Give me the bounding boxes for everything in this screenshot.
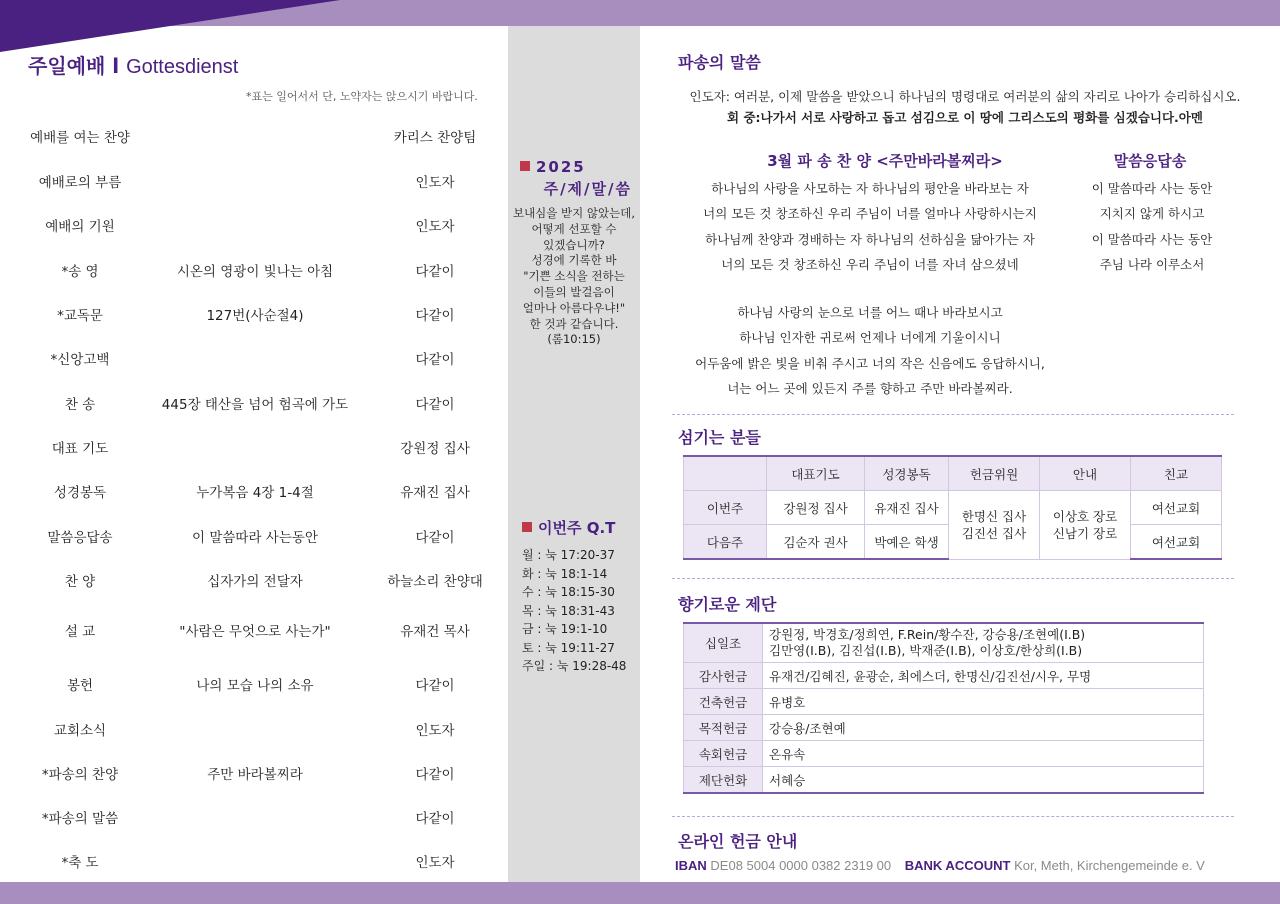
leader-line: 인도자: 여러분, 이제 말씀을 받았으니 하나님의 명령대로 여러분의 삶의 자리로 나아가 승리하십시오.	[689, 89, 1241, 104]
order-leader: 유재건 목사	[400, 624, 470, 640]
order-leader: 다같이	[415, 264, 455, 280]
ushers-cell	[1040, 491, 1131, 560]
table-cell: 여선교회	[1131, 525, 1222, 560]
order-leader: 강원정 집사	[400, 441, 470, 457]
middle-column	[508, 26, 640, 882]
usher: 신남기 장로	[1052, 525, 1118, 541]
lyric-line: 이 말씀따라 사는 동안	[1091, 181, 1213, 196]
lyric-line: 너의 모든 것 창조하신 우리 주님이 너를 자녀 삼으셨네	[721, 256, 1019, 272]
offering-type: 감사헌금	[684, 663, 763, 689]
lyric-line: 하나님 사랑의 눈으로 너를 어느 때나 바라보시고	[737, 305, 1003, 320]
names-line: 서혜승	[769, 772, 806, 788]
table-cell: 김순자 권사	[767, 525, 865, 560]
offering-type: 십일조	[684, 623, 763, 663]
order-item: *송 영	[61, 264, 99, 280]
order-detail: 시온의 영광이 빛나는 아침	[176, 264, 334, 280]
title-german: Gottesdienst	[126, 56, 239, 78]
theme-line: 성경에 기록한 바	[531, 253, 617, 268]
offering-names	[763, 767, 1204, 794]
lyric-line: 하나님의 사랑을 사모하는 자 하나님의 평안을 바라보는 자	[711, 181, 1029, 196]
table-row	[684, 715, 1204, 741]
square-marker-icon	[522, 522, 532, 532]
table-row	[684, 741, 1204, 767]
order-detail: 445장 태산을 넘어 험곡에 가도	[161, 397, 349, 413]
lyric-line: 하나님께 찬양과 경배하는 자 하나님의 선하심을 닮아가는 자	[705, 231, 1035, 247]
table-row	[684, 623, 1204, 663]
order-leader: 다같이	[415, 678, 455, 694]
table-row	[684, 663, 1204, 689]
order-row	[0, 807, 510, 827]
order-item: *신앙고백	[50, 352, 110, 368]
order-item: 봉헌	[66, 678, 94, 694]
qt-item: 금 : 눅 19:1-10	[522, 622, 608, 636]
hymn-title: 3월 파 송 찬 양 <주만바라볼찌라>	[767, 152, 1003, 170]
order-leader: 다같이	[415, 397, 455, 413]
names-line: 강승용/조현예	[769, 720, 846, 736]
response-song-lyrics	[1072, 176, 1232, 277]
order-item: 말씀응답송	[47, 530, 113, 546]
order-item: 교회소식	[53, 723, 107, 739]
bottom-decorative-bar	[0, 882, 1280, 904]
names-line: 온유속	[769, 746, 806, 762]
names-line: 유재건/김혜진, 윤광순, 최에스더, 한명신/김진선/시우, 무명	[769, 668, 1092, 684]
order-detail: 나의 모습 나의 소유	[196, 678, 314, 694]
sending-title: 파송의 말씀	[678, 53, 761, 72]
order-row	[0, 215, 510, 235]
offering-names	[763, 663, 1204, 689]
offering-type: 속회헌금	[684, 741, 763, 767]
row-label: 다음주	[684, 525, 767, 560]
lyric-line: 어두움에 밝은 빛을 비춰 주시고 너의 작은 신음에도 응답하시니,	[695, 355, 1045, 371]
order-item: 성경봉독	[53, 485, 107, 501]
theme-title: 주/제/말/씀	[543, 180, 632, 198]
table-cell: 강원정 집사	[767, 491, 865, 525]
committee-member: 한명신 집사	[961, 508, 1027, 524]
offering-type: 건축헌금	[684, 689, 763, 715]
lyric-line: 하나님 인자한 귀로써 언제나 너에게 기울이시니	[739, 330, 1001, 346]
offering-type: 목적헌금	[684, 715, 763, 741]
table-header: 헌금위원	[949, 456, 1040, 491]
title-korean: 주일예배 l	[28, 54, 127, 78]
theme-year-heading	[520, 158, 586, 176]
order-leader: 인도자	[415, 855, 455, 871]
offering-committee-cell	[949, 491, 1040, 560]
table-row	[684, 767, 1204, 794]
theme-line: (롬10:15)	[547, 332, 601, 347]
qt-list	[522, 546, 626, 676]
page-title	[28, 50, 238, 79]
order-row	[0, 393, 510, 413]
order-row	[0, 437, 510, 457]
offerings-title: 향기로운 제단	[678, 595, 777, 614]
order-leader: 하늘소리 찬양대	[387, 574, 483, 590]
table-cell: 박예은 학생	[865, 525, 949, 560]
order-row	[0, 171, 510, 191]
sending-words	[660, 86, 1270, 128]
order-leader: 유재진 집사	[400, 485, 470, 501]
lyric-line: 주님 나라 이루소서	[1099, 256, 1205, 272]
order-item: 찬 송	[64, 397, 96, 413]
order-detail: "사람은 무엇으로 사는가"	[179, 624, 331, 640]
table-row	[684, 689, 1204, 715]
servers-title: 섬기는 분들	[678, 428, 761, 447]
order-item: *파송의 말씀	[41, 811, 119, 827]
theme-line: 이들의 발걸음이	[533, 284, 615, 299]
order-row	[0, 620, 510, 640]
row-label: 이번주	[684, 491, 767, 525]
order-leader: 인도자	[415, 723, 455, 739]
order-row	[0, 348, 510, 368]
qt-heading	[522, 517, 615, 538]
bank-info	[675, 858, 1215, 873]
order-row	[0, 570, 510, 590]
theme-line: 한 것과 같습니다.	[529, 316, 619, 331]
table-header-row	[684, 456, 1222, 491]
names-line: 유병호	[769, 694, 806, 710]
order-row	[0, 126, 510, 146]
account-value: Kor, Meth, Kirchengemeinde e. V	[1014, 858, 1205, 873]
divider	[672, 578, 1234, 579]
qt-title: 이번주 Q.T	[538, 519, 616, 537]
table-header: 안내	[1040, 456, 1131, 491]
qt-item: 목 : 눅 18:31-43	[522, 603, 615, 618]
order-row	[0, 260, 510, 280]
order-row	[0, 304, 510, 324]
congregation-line: 회 중:나가서 서로 사랑하고 돕고 섬김으로 이 땅에 그리스도의 평화를 심겠습니다.아멘	[727, 110, 1203, 125]
offering-type: 제단헌화	[684, 767, 763, 794]
order-leader: 다같이	[415, 352, 455, 368]
table-row	[684, 491, 1222, 525]
order-item: *교독문	[57, 308, 103, 324]
order-row	[0, 763, 510, 783]
lyric-line: 이 말씀따라 사는 동안	[1091, 231, 1213, 247]
theme-verse	[508, 206, 640, 348]
order-detail: 주만 바라볼찌라	[207, 767, 303, 783]
table-header: 대표기도	[767, 456, 865, 491]
order-leader: 카리스 찬양팀	[393, 130, 477, 146]
divider	[672, 414, 1234, 415]
square-marker-icon	[520, 161, 530, 171]
order-row	[0, 481, 510, 501]
lyric-line: 너는 어느 곳에 있든지 주를 향하고 주만 바라볼찌라.	[727, 380, 1013, 396]
offering-names	[763, 741, 1204, 767]
order-item: 대표 기도	[51, 441, 109, 457]
table-cell: 유재진 집사	[865, 491, 949, 525]
committee-member: 김진선 집사	[961, 525, 1027, 541]
qt-item: 화 : 눅 18:1-14	[522, 566, 608, 581]
order-item: 예배를 여는 찬양	[30, 130, 130, 146]
order-row	[0, 719, 510, 739]
lyric-line: 너의 모든 것 창조하신 우리 주님이 너를 얼마나 사랑하시는지	[703, 206, 1037, 222]
order-item: 예배로의 부름	[38, 175, 122, 191]
table-header: 성경봉독	[865, 456, 949, 491]
iban-label: IBAN	[675, 858, 707, 873]
order-leader: 다같이	[415, 767, 455, 783]
table-header: 친교	[1131, 456, 1222, 491]
order-row	[0, 674, 510, 694]
theme-year: 2025	[536, 158, 586, 176]
top-corner-accent	[0, 0, 340, 52]
order-detail: 127번(사순절4)	[206, 308, 304, 324]
offering-names	[763, 715, 1204, 741]
table-header	[684, 456, 767, 491]
order-leader: 인도자	[415, 175, 455, 191]
order-leader: 다같이	[415, 530, 455, 546]
usher: 이상호 장로	[1052, 508, 1118, 524]
response-song-title: 말씀응답송	[1113, 152, 1187, 170]
qt-item: 주일 : 눅 19:28-48	[522, 659, 627, 673]
standing-note: *표는 일어서서 단, 노약자는 앉으시기 바랍니다.	[246, 90, 478, 103]
qt-item: 토 : 눅 19:11-27	[522, 640, 615, 655]
divider	[672, 816, 1234, 817]
hymn-verse-2	[670, 300, 1070, 401]
order-item: 설 교	[64, 624, 96, 640]
order-item: 예배의 기원	[45, 219, 115, 235]
order-detail: 십자가의 전달자	[207, 574, 303, 590]
names-line: 강원정, 박경호/정희연, F.Rein/황수잔, 강승용/조현예(I.B)	[769, 627, 1086, 642]
order-detail: 이 말씀따라 사는동안	[192, 530, 318, 546]
order-row	[0, 526, 510, 546]
order-row	[0, 851, 510, 871]
qt-item: 수 : 눅 18:15-30	[522, 585, 615, 599]
theme-line: 있겠습니까?	[543, 237, 605, 252]
order-item: 찬 양	[64, 574, 96, 590]
order-leader: 다같이	[415, 811, 455, 827]
names-line: 김만영(I.B), 김진섭(I.B), 박재준(I.B), 이상호/한상희(I.B)	[769, 643, 1083, 658]
offering-names	[763, 689, 1204, 715]
iban-value: DE08 5004 0000 0382 2319 00	[710, 858, 892, 873]
account-label: BANK ACCOUNT	[904, 858, 1011, 873]
order-item: *파송의 찬양	[41, 767, 119, 783]
order-leader: 인도자	[415, 219, 455, 235]
theme-line: 얼마나 아름다우냐!"	[522, 300, 626, 315]
online-offering-title: 온라인 헌금 안내	[678, 832, 798, 851]
order-detail: 누가복음 4장 1-4절	[196, 485, 314, 501]
lyric-line: 지치지 않게 하시고	[1099, 206, 1205, 222]
offering-names	[763, 623, 1204, 663]
table-cell: 여선교회	[1131, 491, 1222, 525]
qt-item: 월 : 눅 17:20-37	[522, 548, 615, 562]
theme-line: 보내심을 받지 않았는데,	[512, 206, 636, 220]
theme-line: "기쁜 소식을 전하는	[523, 269, 625, 284]
order-item: *축 도	[61, 855, 99, 871]
hymn-verse-1	[670, 176, 1070, 277]
servers-table	[683, 455, 1222, 560]
theme-line: 어떻게 선포할 수	[531, 221, 617, 236]
order-leader: 다같이	[415, 308, 455, 324]
offerings-table	[683, 622, 1204, 794]
